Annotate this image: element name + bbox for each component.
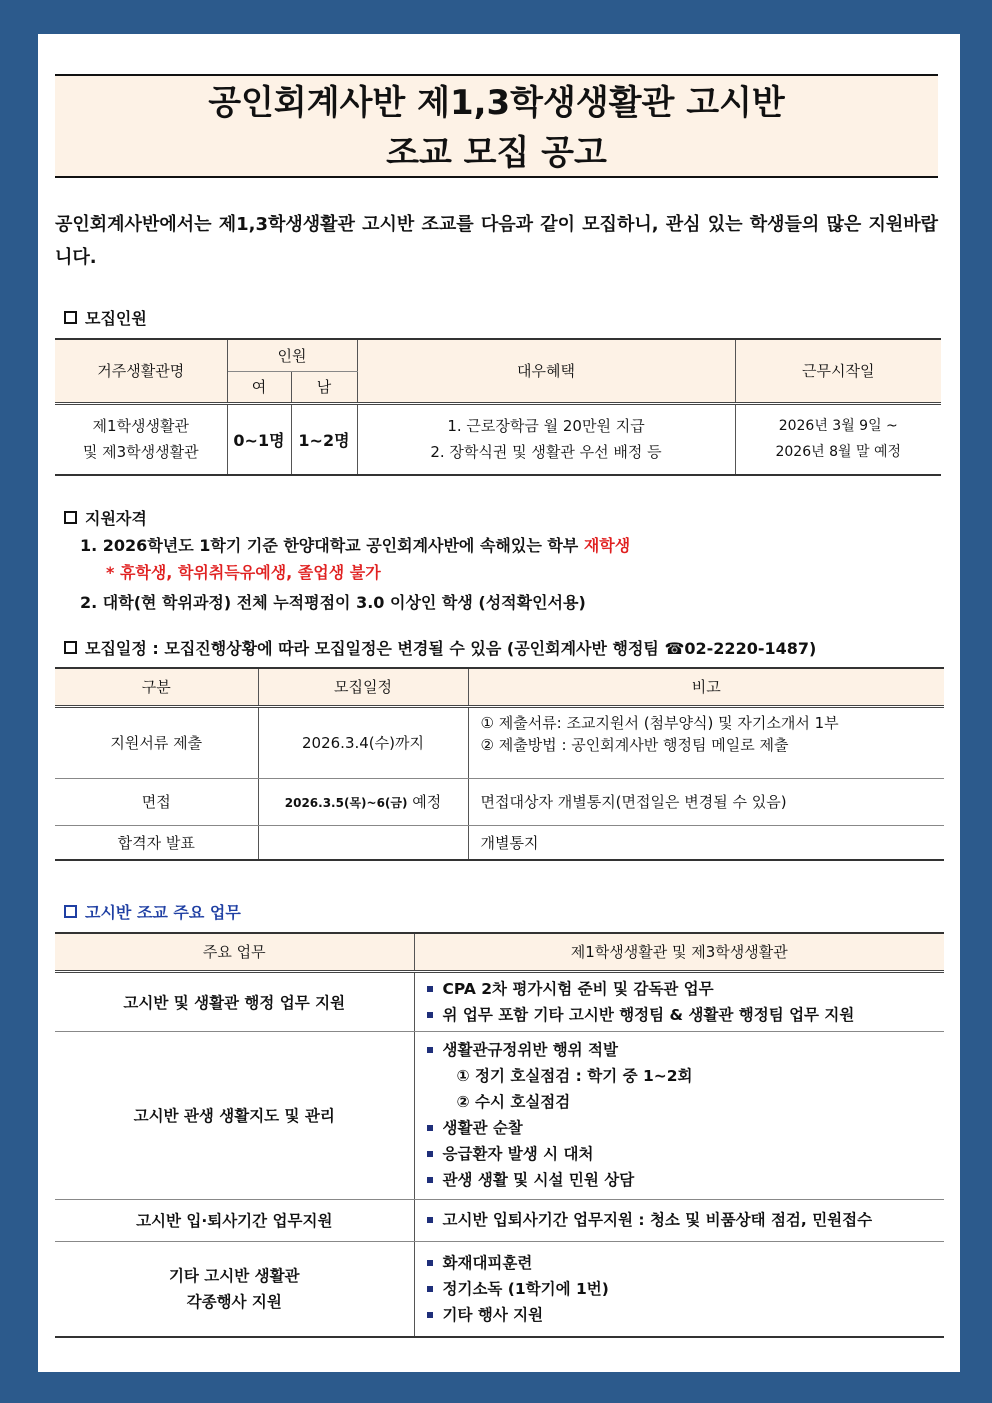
header-date: 모집일정 [258, 668, 468, 706]
table-row [55, 778, 944, 825]
qualification-note: * 휴학생, 학위취득유예생, 졸업생 불가 [106, 563, 381, 582]
recruit-table [55, 338, 941, 476]
list-item: 위 업무 포함 기타 고시반 행정팀 & 생활관 행정팀 업무 지원 [427, 1002, 945, 1028]
start-line2: 2026년 8월 말 예정 [775, 444, 901, 461]
header-start: 근무시작일 [735, 339, 941, 403]
table-row [55, 706, 944, 778]
duties-heading [64, 900, 241, 923]
title-box [55, 74, 938, 178]
duty-items [414, 1241, 944, 1337]
recruit-heading-text: 모집인원 [85, 309, 147, 328]
header-duty: 주요 업무 [55, 933, 414, 971]
header-category: 구분 [55, 668, 258, 706]
document-page [38, 34, 960, 1372]
list-item: 화재대피훈련 [427, 1250, 945, 1276]
intro-text: 공인회계사반에서는 제1,3학생생활관 고시반 조교를 다음과 같이 모집하니, 관심 있는 학생들의 많은 지원바랍니다. [55, 214, 938, 268]
row-date: 2026.3.4(수)까지 [258, 706, 468, 778]
header-note: 비고 [468, 668, 944, 706]
list-item: 고시반 입퇴사기간 업무지원 : 청소 및 비품상태 점검, 민원접수 [427, 1207, 945, 1233]
schedule-heading [64, 636, 816, 659]
list-item: ② 수시 호실점검 [456, 1093, 571, 1111]
duty-name [55, 1241, 414, 1337]
table-row [55, 1241, 944, 1337]
header-dorm: 거주생활관명 [55, 339, 227, 403]
qualification-heading-text: 지원자격 [85, 509, 147, 528]
header-female: 여 [227, 371, 291, 403]
schedule-table [55, 667, 944, 861]
list-item: 응급환자 발생 시 대처 [427, 1141, 945, 1167]
duty-name: 고시반 관생 생활지도 및 관리 [55, 1031, 414, 1199]
benefit-line1: 1. 근로장학금 월 20만원 지급 [447, 417, 645, 436]
row-category: 합격자 발표 [55, 825, 258, 860]
interview-date-suffix: 예정 [407, 793, 442, 811]
checkbox-square-icon [64, 905, 77, 918]
table-row [55, 825, 944, 860]
note-line1: ① 제출서류: 조교지원서 (첨부양식) 및 자기소개서 1부 [480, 713, 839, 732]
duty-name: 고시반 입·퇴사기간 업무지원 [55, 1199, 414, 1241]
table-row [55, 1031, 944, 1199]
dorm-line2: 및 제3학생생활관 [82, 443, 199, 462]
checkbox-square-icon [64, 641, 77, 654]
start-cell [735, 403, 941, 475]
list-item: 기타 행사 지원 [427, 1302, 945, 1328]
table-row [55, 971, 944, 1031]
row-category: 지원서류 제출 [55, 706, 258, 778]
header-count: 인원 [227, 339, 357, 371]
list-item: 정기소독 (1학기에 1번) [427, 1276, 945, 1302]
duty-items [414, 1199, 944, 1241]
benefit-cell [357, 403, 735, 475]
row-note [468, 706, 944, 778]
duties-heading-text: 고시반 조교 주요 업무 [85, 903, 241, 922]
qualification-item2: 2. 대학(현 학위과정) 전체 누적평점이 3.0 이상인 학생 (성적확인서용) [80, 593, 586, 612]
list-item: 생활관 순찰 [427, 1115, 945, 1141]
table-row [55, 1199, 944, 1241]
note-line2: ② 제출방법 : 공인회계사반 행정팀 메일로 제출 [480, 735, 789, 754]
row-note: 면접대상자 개별통지(면접일은 변경될 수 있음) [468, 778, 944, 825]
checkbox-square-icon [64, 511, 77, 524]
duty-items [414, 971, 944, 1031]
qualification-highlight: 재학생 [583, 536, 631, 555]
list-item: CPA 2차 평가시험 준비 및 감독관 업무 [427, 976, 945, 1002]
header-male: 남 [291, 371, 357, 403]
duty-name: 고시반 및 생활관 행정 업무 지원 [55, 971, 414, 1031]
header-benefit: 대우혜택 [357, 339, 735, 403]
row-date [258, 778, 468, 825]
female-count: 0~1명 [227, 403, 291, 475]
schedule-heading-text: 모집일정 : 모집진행상황에 따라 모집일정은 변경될 수 있음 (공인회계사반 행정팀 ☎02-2220-1487) [85, 639, 817, 658]
interview-date: 2026.3.5(목)~6(금) [284, 796, 408, 810]
qualification-item1 [80, 533, 630, 556]
dorm-line1: 제1학생생활관 [92, 417, 189, 436]
qualification-item1-text: 1. 2026학년도 1학기 기준 한양대학교 공인회계사반에 속해있는 학부 [80, 536, 584, 555]
title-line2: 조교 모집 공고 [386, 133, 607, 173]
list-item: 생활관규정위반 행위 적발 [427, 1037, 945, 1063]
duties-table [55, 932, 944, 1338]
male-count: 1~2명 [291, 403, 357, 475]
header-place: 제1학생생활관 및 제3학생생활관 [414, 933, 944, 971]
title-line1: 공인회계사반 제1,3학생생활관 고시반 [208, 83, 785, 123]
row-category: 면접 [55, 778, 258, 825]
recruit-heading [64, 306, 147, 329]
start-line1: 2026년 3월 9일 ~ [778, 418, 898, 435]
checkbox-square-icon [64, 311, 77, 324]
row-note: 개별통지 [468, 825, 944, 860]
duty-name-line2: 각종행사 지원 [186, 1292, 282, 1311]
row-date [258, 825, 468, 860]
benefit-line2: 2. 장학식권 및 생활관 우선 배정 등 [430, 443, 662, 462]
dorm-cell [55, 403, 227, 475]
list-item: ① 정기 호실점검 : 학기 중 1~2회 [456, 1067, 693, 1085]
duty-name-line1: 기타 고시반 생활관 [168, 1266, 300, 1285]
list-item: 관생 생활 및 시설 민원 상담 [427, 1167, 945, 1193]
duty-items [414, 1031, 944, 1199]
qualification-heading [64, 506, 147, 529]
